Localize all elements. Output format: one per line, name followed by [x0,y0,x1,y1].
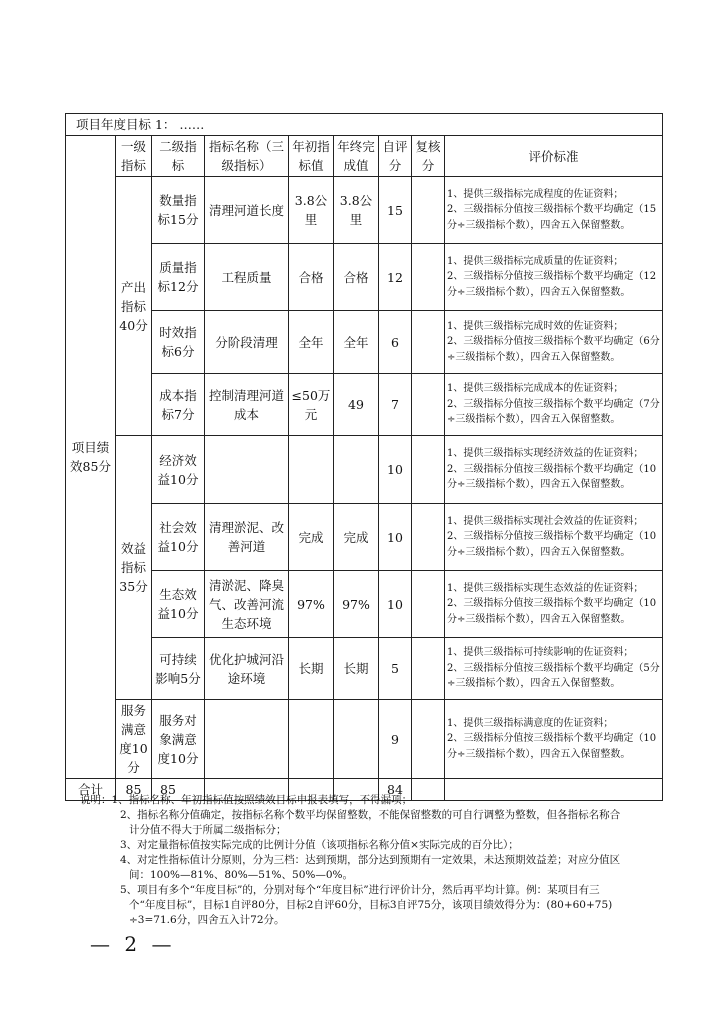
header-level2: 二级指标 [152,136,205,177]
note-line: ÷3=71.6分，四舍五入计72分。 [129,914,285,926]
satisfaction-group-cell: 服务满意度10分 [116,700,152,779]
actual-value-cell: 97% [334,571,379,638]
target-value-cell: 长期 [289,638,334,700]
level2-cell: 时效指标6分 [152,311,205,374]
actual-value-cell: 全年 [334,311,379,374]
indicator-name-cell: 分阶段清理 [205,311,289,374]
self-score-cell: 7 [379,374,412,436]
note-line: 计分值不得大于所属二级指标分； [129,824,287,836]
table-row [66,700,663,779]
indicator-name-cell [205,700,289,779]
criteria-cell: 1、提供三级指标实现经济效益的佐证资料； 2、三级指标分值按三级指标个数平均确定（10分÷三级指标个数），四舍五入保留整数。 [445,436,663,504]
review-score-cell [412,638,445,700]
level2-cell: 经济效益10分 [152,436,205,504]
note-line: 2、指标名称分值确定，按指标名称个数平均保留整数，不能保留整数的可自行调整为整数，但各指标名称合 [120,809,621,821]
review-score-cell [412,374,445,436]
table-row [66,504,663,571]
notes-section [80,793,670,928]
note-line: 4、对定性指标值计分原则，分为三档：达到预期，部分达到预期有一定效果，未达预期效益差；对应分值区 [120,854,621,866]
review-score-cell [412,311,445,374]
note-line: 个“年度目标”，目标1自评80分，目标2自评60分，目标3自评75分，该项目绩效得分为：(80+60+75) [129,899,613,911]
table-row [66,244,663,311]
self-score-cell: 6 [379,311,412,374]
indicator-name-cell: 工程质量 [205,244,289,311]
target-value-cell: ≤50万元 [289,374,334,436]
self-score-cell: 5 [379,638,412,700]
project-performance-cell: 项目绩效85分 [66,136,116,779]
table-header-row [66,136,663,177]
level2-cell: 质量指标12分 [152,244,205,311]
note-line: 5、项目有多个“年度目标”的，分别对每个“年度目标”进行评价计分，然后再平均计算。例：某项目有三 [120,884,600,896]
total-label: 合计 [66,779,116,801]
self-score-cell: 10 [379,436,412,504]
criteria-cell: 1、提供三级指标完成成本的佐证资料； 2、三级指标分值按三级指标个数平均确定（7分÷三级指标个数），四舍五入保留整数。 [445,374,663,436]
header-actual: 年终完成值 [334,136,379,177]
actual-value-cell [334,700,379,779]
level2-cell: 服务对象满意度10分 [152,700,205,779]
table-row-target [66,114,663,136]
level2-cell: 数量指标15分 [152,177,205,244]
total-level1: 85 [116,779,152,801]
note-line: 间：100%—81%、80%—51%、50%—0%。 [129,869,354,881]
header-review-score: 复核分 [412,136,445,177]
total-level2: 85 [152,779,205,801]
target-value-cell [289,436,334,504]
table-row [66,571,663,638]
target-value-cell: 合格 [289,244,334,311]
note-line: 3、对定量指标值按实际完成的比例计分值（该项指标名称分值×实际完成的百分比）； [120,839,519,851]
indicator-name-cell: 清淤泥、降臭气、改善河流生态环境 [205,571,289,638]
header-target: 年初指标值 [289,136,334,177]
table-row [66,638,663,700]
table-row [66,436,663,504]
criteria-cell: 1、提供三级指标实现社会效益的佐证资料； 2、三级指标分值按三级指标个数平均确定（10分÷三级指标个数），四舍五入保留整数。 [445,504,663,571]
indicator-name-cell: 清理淤泥、改善河道 [205,504,289,571]
actual-value-cell [334,436,379,504]
annual-target-title: 项目年度目标 1： …… [66,114,663,136]
actual-value-cell: 49 [334,374,379,436]
target-value-cell [289,700,334,779]
review-score-cell [412,571,445,638]
indicator-name-cell: 优化护城河沿途环境 [205,638,289,700]
criteria-cell: 1、提供三级指标实现生态效益的佐证资料； 2、三级指标分值按三级指标个数平均确定（10分÷三级指标个数），四舍五入保留整数。 [445,571,663,638]
indicator-name-cell: 控制清理河道成本 [205,374,289,436]
criteria-cell: 1、提供三级指标满意度的佐证资料； 2、三级指标分值按三级指标个数平均确定（10分÷三级指标个数），四舍五入保留整数。 [445,700,663,779]
indicator-name-cell: 清理河道长度 [205,177,289,244]
header-criteria: 评价标准 [445,136,663,177]
review-score-cell [412,244,445,311]
table-row [66,311,663,374]
level2-cell: 社会效益10分 [152,504,205,571]
performance-table [65,113,663,801]
header-self-score: 自评分 [379,136,412,177]
review-score-cell [412,700,445,779]
note-line: 说明：1、指标名称、年初指标值按照绩效目标申报表填写，不得漏项； [80,794,413,806]
criteria-cell: 1、提供三级指标可持续影响的佐证资料； 2、三级指标分值按三级指标个数平均确定（5分÷三级指标个数），四舍五入保留整数。 [445,638,663,700]
target-value-cell: 97% [289,571,334,638]
review-score-cell [412,436,445,504]
self-score-cell: 10 [379,504,412,571]
self-score-cell: 10 [379,571,412,638]
total-self-score: 84 [379,779,412,801]
self-score-cell: 12 [379,244,412,311]
header-level1: 一级指标 [116,136,152,177]
table-row [66,374,663,436]
self-score-cell: 15 [379,177,412,244]
target-value-cell: 完成 [289,504,334,571]
criteria-cell: 1、提供三级指标完成时效的佐证资料； 2、三级指标分值按三级指标个数平均确定（6分÷三级指标个数），四舍五入保留整数。 [445,311,663,374]
output-group-cell: 产出指标40分 [116,177,152,436]
review-score-cell [412,177,445,244]
indicator-name-cell [205,436,289,504]
actual-value-cell: 长期 [334,638,379,700]
actual-value-cell: 合格 [334,244,379,311]
actual-value-cell: 完成 [334,504,379,571]
criteria-cell: 1、提供三级指标完成质量的佐证资料； 2、三级指标分值按三级指标个数平均确定（12分÷三级指标个数），四舍五入保留整数。 [445,244,663,311]
level2-cell: 成本指标7分 [152,374,205,436]
review-score-cell [412,504,445,571]
actual-value-cell: 3.8公里 [334,177,379,244]
criteria-cell: 1、提供三级指标完成程度的佐证资料； 2、三级指标分值按三级指标个数平均确定（15分÷三级指标个数），四舍五入保留整数。 [445,177,663,244]
level2-cell: 生态效益10分 [152,571,205,638]
target-value-cell: 全年 [289,311,334,374]
level2-cell: 可持续影响5分 [152,638,205,700]
self-score-cell: 9 [379,700,412,779]
target-value-cell: 3.8公里 [289,177,334,244]
page-number: — 2 — [90,932,176,956]
header-name: 指标名称（三级指标） [205,136,289,177]
benefit-group-cell: 效益指标35分 [116,436,152,700]
table-row [66,177,663,244]
